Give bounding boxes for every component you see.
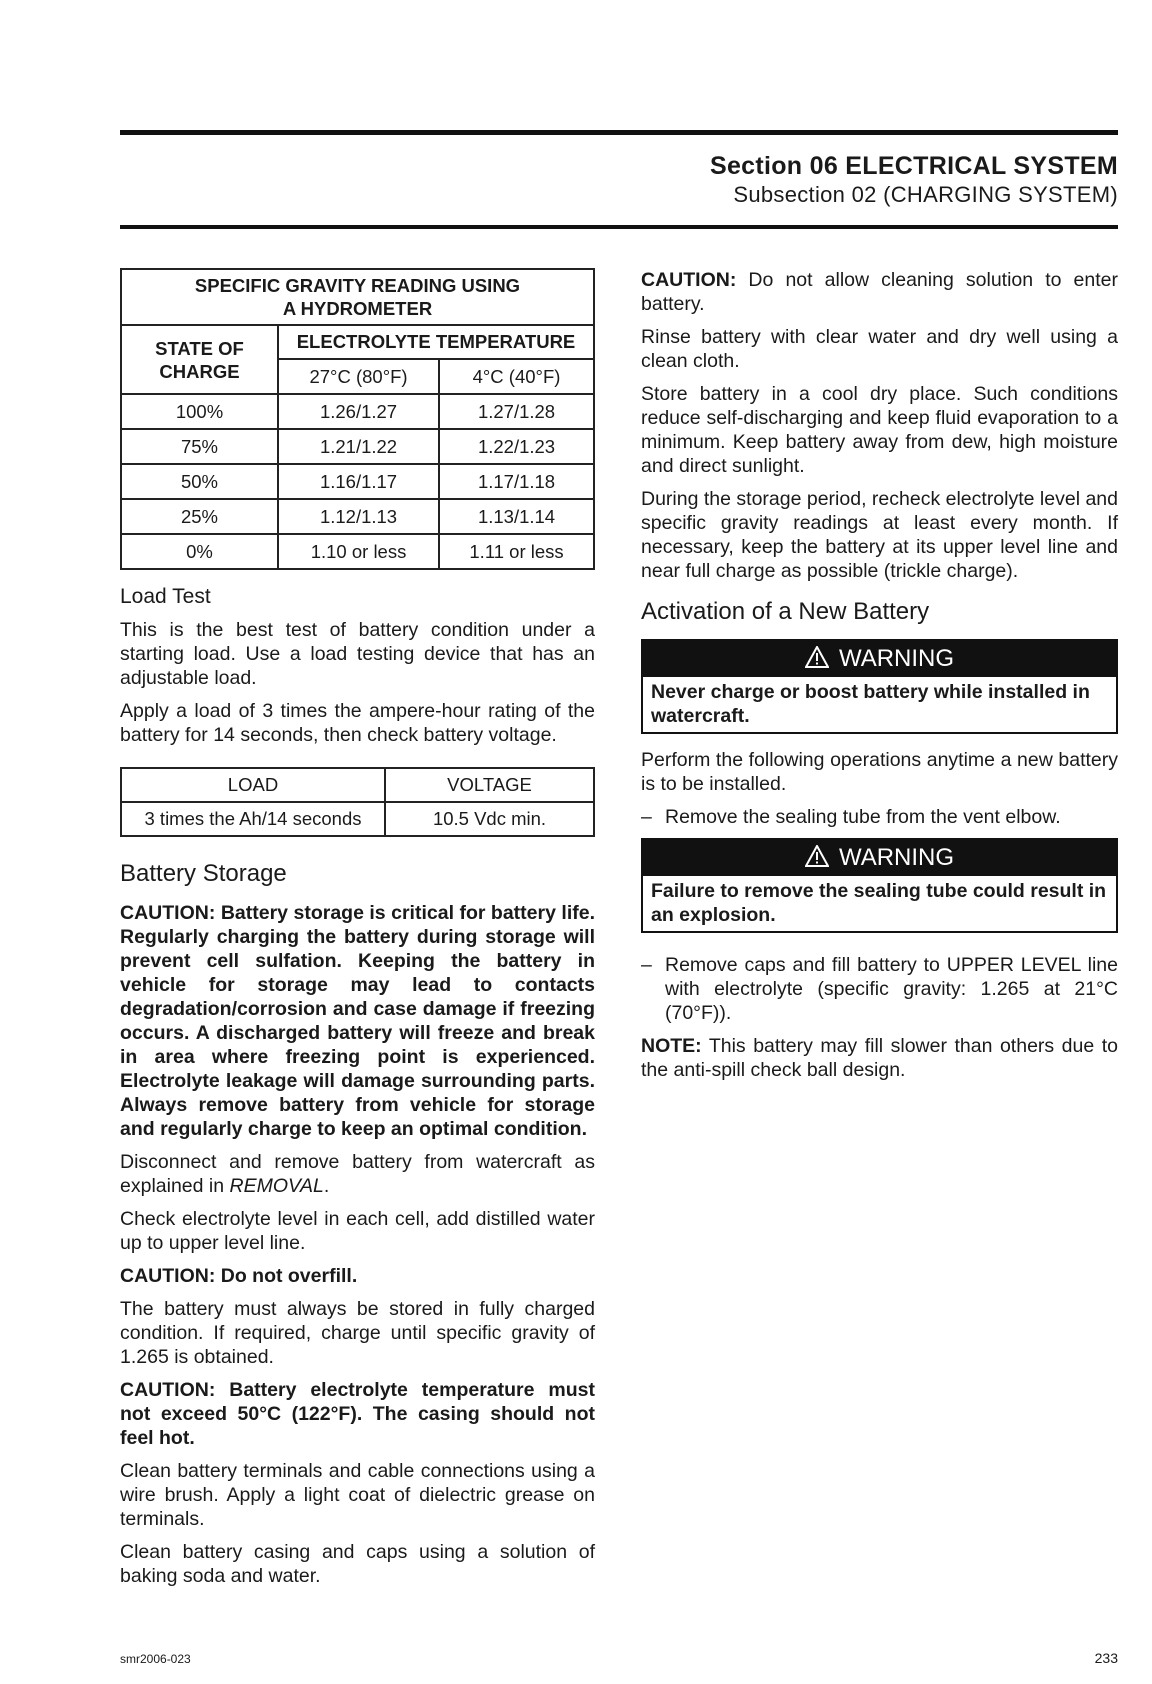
- electrolyte-temperature-header: ELECTROLYTE TEMPERATURE: [278, 325, 594, 359]
- charge-cell: 100%: [121, 394, 278, 429]
- warning-label: WARNING: [838, 645, 955, 672]
- step-fill-battery: [641, 953, 1118, 1025]
- table-row: [121, 394, 594, 429]
- gravity-title-line1: SPECIFIC GRAVITY READING USING: [194, 275, 521, 296]
- perform-paragraph: Perform the following operations anytime a new battery is to be installed.: [641, 749, 1118, 795]
- table-row: [121, 464, 594, 499]
- warning-banner: [643, 641, 1116, 677]
- note-label: NOTE:: [641, 1035, 702, 1057]
- temp-col-27c: 27°C (80°F): [278, 359, 439, 394]
- charge-cell: 50%: [121, 464, 278, 499]
- header-bottom-rule: [120, 225, 1118, 229]
- caution-text: Battery storage is critical for battery life. Regularly charging the battery during storage will prevent cell sulfation. Keeping the battery in vehicle for storage may lead to contacts degradation/corrosion and case damage if freezing occurs. A discharged battery will freeze and break in area where freezing point is experienced. Electrolyte leakage will damage surrounding parts. Always remove battery from vehicle for storage and regularly charge to keep an optimal condition.: [120, 902, 596, 1140]
- subsection-title: Subsection 02 (CHARGING SYSTEM): [733, 182, 1118, 207]
- specific-gravity-table: [120, 268, 595, 570]
- left-column: [120, 268, 595, 1597]
- warm-reading-cell: 1.21/1.22: [278, 429, 439, 464]
- battery-storage-heading: Battery Storage: [120, 860, 287, 887]
- disconnect-paragraph: [120, 1150, 595, 1198]
- warm-reading-cell: 1.12/1.13: [278, 499, 439, 534]
- page-number: 233: [1094, 1650, 1118, 1666]
- cold-reading-cell: 1.11 or less: [439, 534, 594, 569]
- gravity-title-line2: A HYDROMETER: [282, 298, 433, 319]
- cold-reading-cell: 1.13/1.14: [439, 499, 594, 534]
- table-row: [121, 802, 594, 836]
- clean-terminals-paragraph: Clean battery terminals and cable connections using a wire brush. Apply a light coat of dielectric grease on terminals.: [120, 1460, 595, 1530]
- warning-text: Failure to remove the sealing tube could result in an explosion.: [651, 880, 1107, 926]
- warning-triangle-icon: [805, 643, 829, 679]
- charge-cell: 0%: [121, 534, 278, 569]
- warning-triangle-icon: [805, 842, 829, 878]
- fully-charged-paragraph: The battery must always be stored in fully charged condition. If required, charge until specific gravity of 1.265 is obtained.: [120, 1298, 595, 1368]
- load-test-paragraph-1: This is the best test of battery condition under a starting load. Use a load testing device that has an adjustable load.: [120, 619, 595, 689]
- storage-caution: [120, 901, 595, 1141]
- warm-reading-cell: 1.16/1.17: [278, 464, 439, 499]
- voltage-column-header: VOLTAGE: [385, 768, 594, 802]
- step-text: Remove caps and fill battery to UPPER LEVEL line with electrolyte (specific gravity: 1.265 at 21°C (70°F)).: [665, 954, 1118, 1024]
- caution-text: Do not overfill.: [220, 1265, 358, 1287]
- storage-period-paragraph: During the storage period, recheck electrolyte level and specific gravity readings at least every month. If necessary, keep the battery at its upper level line and near full charge as possible (trickle charge).: [641, 488, 1118, 582]
- right-column: [641, 268, 1118, 1091]
- section-title: Section 06 ELECTRICAL SYSTEM: [709, 152, 1118, 180]
- temperature-caution: [120, 1378, 595, 1450]
- load-test-paragraph-2: Apply a load of 3 times the ampere-hour rating of the battery for 14 seconds, then check battery voltage.: [120, 700, 595, 746]
- overfill-caution: [120, 1264, 595, 1288]
- warning-banner: [643, 840, 1116, 876]
- header-top-rule: [120, 130, 1118, 135]
- gravity-table-title: [121, 269, 594, 325]
- state-header-line1: STATE OF: [155, 337, 244, 359]
- step-remove-sealing-tube: [641, 805, 1118, 829]
- warning-text: Never charge or boost battery while installed in watercraft.: [651, 681, 1090, 727]
- table-row: [121, 534, 594, 569]
- caution-label: CAUTION:: [120, 1379, 216, 1401]
- cleaning-caution: [641, 268, 1118, 316]
- state-of-charge-header: [121, 325, 278, 394]
- warning-box-explosion: [641, 838, 1118, 933]
- document-code: smr2006-023: [120, 1652, 191, 1666]
- caution-label: CAUTION:: [641, 269, 737, 291]
- charge-cell: 75%: [121, 429, 278, 464]
- disconnect-text: Disconnect and remove battery from watercraft as explained in: [120, 1151, 595, 1197]
- disconnect-text-end: .: [323, 1175, 330, 1197]
- removal-reference: REMOVAL: [229, 1175, 324, 1197]
- load-column-header: LOAD: [121, 768, 385, 802]
- dash-bullet: –: [641, 806, 652, 828]
- charge-cell: 25%: [121, 499, 278, 534]
- cold-reading-cell: 1.22/1.23: [439, 429, 594, 464]
- caution-text: Do not allow cleaning solution to enter battery.: [641, 269, 1118, 315]
- load-test-heading: Load Test: [120, 585, 211, 608]
- voltage-value-cell: 10.5 Vdc min.: [385, 802, 594, 836]
- clean-casing-paragraph: Clean battery casing and caps using a solution of baking soda and water.: [120, 1541, 595, 1587]
- cold-reading-cell: 1.27/1.28: [439, 394, 594, 429]
- activation-heading: Activation of a New Battery: [641, 598, 930, 625]
- warm-reading-cell: 1.10 or less: [278, 534, 439, 569]
- caution-text: Battery electrolyte temperature must not exceed 50°C (122°F). The casing should not feel hot.: [120, 1379, 595, 1449]
- table-row: [121, 499, 594, 534]
- state-header-line2: CHARGE: [159, 360, 240, 382]
- step-text: Remove the sealing tube from the vent elbow.: [665, 806, 1061, 828]
- caution-label: CAUTION:: [120, 902, 216, 924]
- temp-col-4c: 4°C (40°F): [439, 359, 594, 394]
- note-paragraph: [641, 1034, 1118, 1082]
- note-text: This battery may fill slower than others due to the anti-spill check ball design.: [641, 1035, 1118, 1081]
- load-value-cell: 3 times the Ah/14 seconds: [121, 802, 385, 836]
- warning-label: WARNING: [838, 844, 955, 871]
- rinse-paragraph: Rinse battery with clear water and dry well using a clean cloth.: [641, 326, 1118, 372]
- warning-box-charging: [641, 639, 1118, 734]
- dash-bullet: –: [641, 954, 652, 976]
- cold-reading-cell: 1.17/1.18: [439, 464, 594, 499]
- warm-reading-cell: 1.26/1.27: [278, 394, 439, 429]
- load-voltage-table: [120, 767, 595, 837]
- table-row: [121, 429, 594, 464]
- store-paragraph: Store battery in a cool dry place. Such conditions reduce self-discharging and keep fluid evaporation to a minimum. Keep battery away from dew, high moisture and direct sunlight.: [641, 383, 1118, 477]
- check-electrolyte-paragraph: Check electrolyte level in each cell, add distilled water up to upper level line.: [120, 1208, 595, 1254]
- caution-label: CAUTION:: [120, 1265, 216, 1287]
